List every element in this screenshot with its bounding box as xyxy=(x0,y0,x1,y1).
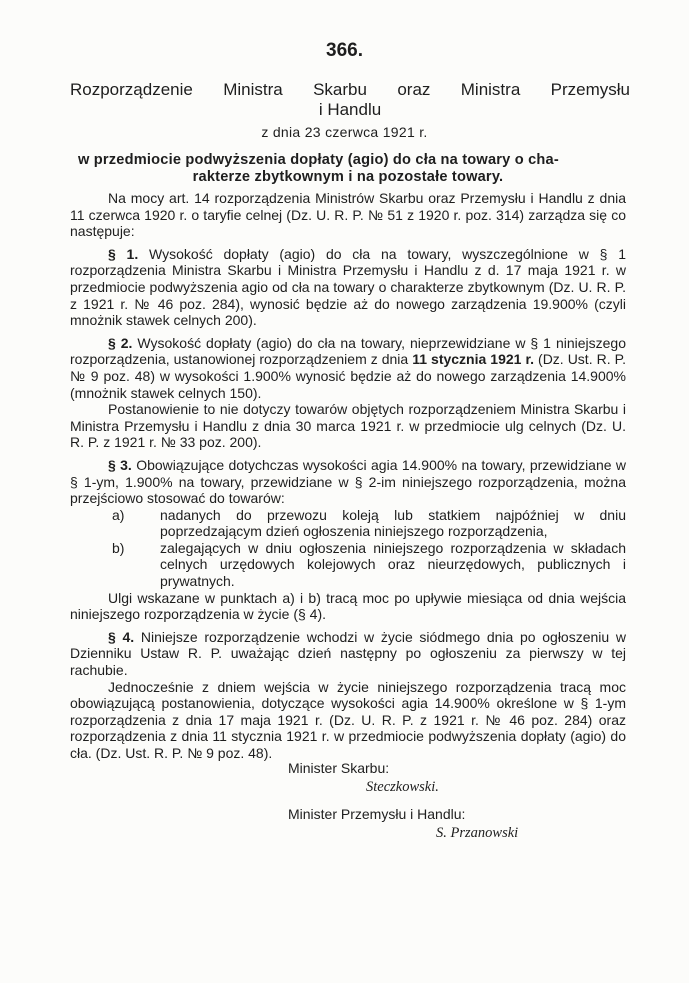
section-3-list xyxy=(70,507,626,590)
section-2-date: 11 stycznia 1921 r. xyxy=(412,351,535,368)
section-4-extra: Jednocześnie z dniem wejścia w życie niniejszego rozporządzenia tracą moc obowiązującą postanowienia, dotyczące wysokości agia 14.900% określone w § 1-ym rozporządzenia z dnia 17 maja 1921 r. (Dz. U. R. P. z 1921 r. № 46 poz. 284) oraz rozporządzenia z dnia 11 stycznia 1921 r. w przedmiocie podwyższenia dopłaty (agio) do cła. (Dz. Ust. R. P. № 9 poz. 48). xyxy=(70,678,626,761)
list-item-text: nadanych do przewozu koleją lub statkiem najpóźniej w dniu poprzedzającym dzień ogłoszenia niniejszego rozporządzenia, xyxy=(160,506,626,540)
title-word: Rozporządzenie xyxy=(70,80,193,99)
section-2-label: § 2. xyxy=(108,334,133,351)
document-title xyxy=(70,80,630,120)
page-number: 366. xyxy=(326,40,363,61)
section-2 xyxy=(70,335,626,401)
signature-name-2: S. Przanowski xyxy=(436,825,519,841)
signature-role-1: Minister Skarbu: xyxy=(288,760,390,776)
section-2-text: Wysokość dopłaty (agio) do cła na towary, nieprzewidziane w § 1 niniejszego rozporządzenia, ustanowionej rozporządzeniem z dnia xyxy=(70,334,626,368)
section-3-text: Obowiązujące dotychczas wysokości agia 14.900% na towary, przewidziane w § 1-ym, 1.900% na towary, przewidziane w § 2-im niniejszego rozporządzenia, można przejściowo stosować do towarów: xyxy=(70,456,626,507)
list-item-label: b) xyxy=(112,539,125,556)
section-4-text: Niniejsze rozporządzenie wchodzi w życie siódmego dnia po ogłoszeniu w Dzienniku Ustaw R. P. uważając dzień następny po ogłoszeniu za pierwszy w tej rachubie. xyxy=(70,628,626,679)
section-3-label: § 3. xyxy=(108,456,132,473)
section-2-text-b: (Dz. Ust. R. P. № 9 poz. 48) w wysokości 1.900% wynosić będzie aż do nowego zarządzenia 14.900% (mnożnik stawek celnych 150). xyxy=(70,351,627,401)
signature-role-2: Minister Przemysłu i Handlu: xyxy=(288,806,466,822)
section-1-text: Wysokość dopłaty (agio) do cła na towary, wyszczególnione w § 1 rozporządzenia Ministra Skarbu i Ministra Przemysłu i Handlu z d. 17 maja 1921 r. w przedmiocie podwyższenia agio od cła na towary o charakterze zbytkownym (Dz. U. R. P. z 1921 r. № 46 poz. 284), wynosić będzie aż do nowego zarządzenia 19.900% (czyli mnożnik stawek celnych 200). xyxy=(70,245,627,329)
section-3 xyxy=(70,457,626,507)
title-word: Skarbu xyxy=(313,80,367,99)
document-body xyxy=(70,190,626,762)
title-word: oraz xyxy=(397,80,431,99)
signature-name-1: Steczkowski. xyxy=(366,779,439,795)
section-4-label: § 4. xyxy=(108,628,135,645)
title-line-1 xyxy=(70,80,630,100)
list-item xyxy=(70,540,626,590)
list-item-label: a) xyxy=(112,506,125,523)
section-3-after: Ulgi wskazane w punktach a) i b) tracą moc po upływie miesiąca od dnia wejścia niniejszego rozporządzenia w życie (§ 4). xyxy=(70,589,626,623)
subject-line-1: w przedmiocie podwyższenia dopłaty (agio) do cła na towary o cha- xyxy=(78,152,559,168)
title-word: Ministra xyxy=(223,80,283,99)
intro-paragraph: Na mocy art. 14 rozporządzenia Ministrów Skarbu oraz Przemysłu i Handlu z dnia 11 czerwca 1920 r. o taryfie celnej (Dz. U. R. P. № 51 z 1920 r. poz. 314) zarządza się co następuje: xyxy=(70,190,626,240)
title-line-2: i Handlu xyxy=(318,100,382,119)
title-word: Przemysłu xyxy=(550,80,630,99)
subject-line-2: rakterze zbytkownym i na pozostałe towary. xyxy=(192,169,504,185)
list-item-text: zalegających w dniu ogłoszenia niniejszego rozporządzenia w składach celnych urzędowych kolejowych oraz nieurzędowych, publicznych i prywatnych. xyxy=(160,539,626,590)
section-1 xyxy=(70,246,626,329)
section-4 xyxy=(70,629,626,679)
title-word: Ministra xyxy=(460,80,521,99)
list-item xyxy=(70,507,626,540)
document-subject xyxy=(78,152,618,186)
section-2-extra: Postanowienie to nie dotyczy towarów objętych rozporządzeniem Ministra Skarbu i Ministra Przemysłu i Handlu z dnia 30 marca 1921 r. w przedmiocie ulg celnych (Dz. U. R. P. z 1921 r. № 33 poz. 200). xyxy=(70,401,626,451)
document-date: z dnia 23 czerwca 1921 r. xyxy=(261,124,428,140)
section-1-label: § 1. xyxy=(108,245,139,262)
